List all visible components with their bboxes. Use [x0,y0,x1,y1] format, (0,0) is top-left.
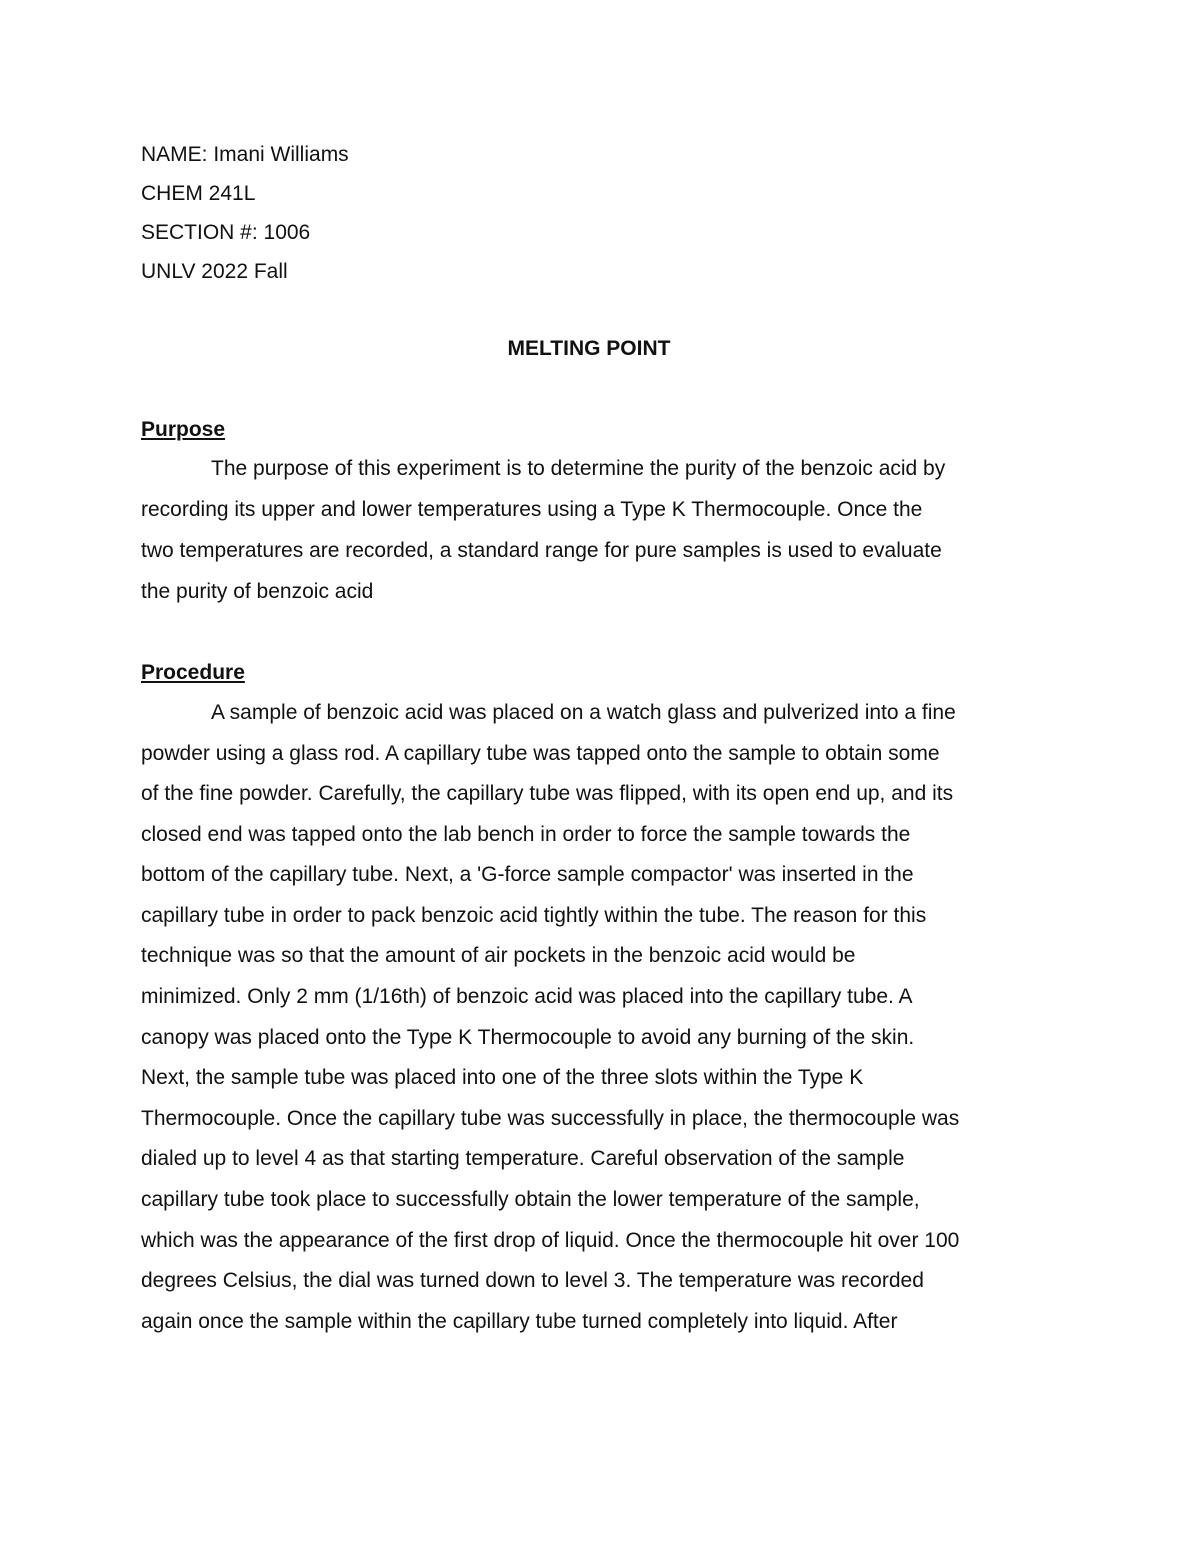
procedure-line: capillary tube in order to pack benzoic acid tightly within the tube. The reason for this [141,904,927,927]
procedure-line: capillary tube took place to successfully obtain the lower temperature of the sample, [141,1188,920,1211]
procedure-line: technique was so that the amount of air pockets in the benzoic acid would be [141,944,856,967]
procedure-line: bottom of the capillary tube. Next, a 'G-force sample compactor' was inserted in the [141,863,914,886]
section-number: SECTION #: 1006 [141,221,311,244]
procedure-line: Next, the sample tube was placed into one of the three slots within the Type K [141,1066,864,1089]
procedure-line: degrees Celsius, the dial was turned down to level 3. The temperature was recorded [141,1269,924,1292]
procedure-line: of the fine powder. Carefully, the capillary tube was flipped, with its open end up, and its [141,782,954,805]
page-title: MELTING POINT [507,337,671,360]
purpose-line: The purpose of this experiment is to determine the purity of the benzoic acid by [211,457,946,480]
procedure-line: closed end was tapped onto the lab bench in order to force the sample towards the [141,823,911,846]
purpose-heading: Purpose [141,418,226,441]
purpose-line: recording its upper and lower temperatures using a Type K Thermocouple. Once the [141,498,923,521]
procedure-line: again once the sample within the capillary tube turned completely into liquid. After [141,1310,898,1333]
procedure-line: A sample of benzoic acid was placed on a watch glass and pulverized into a fine [211,701,956,724]
procedure-line: minimized. Only 2 mm (1/16th) of benzoic acid was placed into the capillary tube. A [141,985,913,1008]
procedure-line: dialed up to level 4 as that starting temperature. Careful observation of the sample [141,1147,905,1170]
course-code: CHEM 241L [141,182,256,205]
purpose-line: two temperatures are recorded, a standard range for pure samples is used to evaluate [141,539,942,562]
purpose-line: the purity of benzoic acid [141,580,374,603]
procedure-line: Thermocouple. Once the capillary tube was successfully in place, the thermocouple was [141,1107,960,1130]
student-name: NAME: Imani Williams [141,143,349,166]
procedure-line: powder using a glass rod. A capillary tube was tapped onto the sample to obtain some [141,742,940,765]
procedure-heading: Procedure [141,661,245,684]
procedure-line: which was the appearance of the first drop of liquid. Once the thermocouple hit over 100 [141,1229,960,1252]
term: UNLV 2022 Fall [141,260,288,283]
procedure-line: canopy was placed onto the Type K Thermocouple to avoid any burning of the skin. [141,1026,915,1049]
